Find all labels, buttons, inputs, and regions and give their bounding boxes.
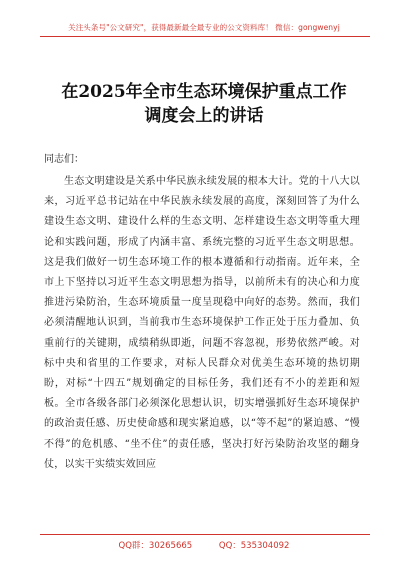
footer-qq: QQ：535304092 <box>218 541 290 551</box>
title-line-2: 调度会上的讲话 <box>144 106 264 126</box>
footer-divider <box>40 534 370 535</box>
body-paragraph: 生态文明建设是关系中华民族永续发展的根本大计。党的十八大以来，习近平总书记站在中华民族永续发展的高度，深刻回答了为什么建设生态文明、建设什么样的生态文明、怎样建设生态文明等重大理论和实践问题，形成了内涵丰富、系统完整的习近平生态文明思想。这是我们做好一切生态环境工作的根本遵循和行动指南。近年来，全市上下坚持以习近平生态文明思想为指导，以前所未有的决心和力度推进污染防治，生态环境质量一度呈现稳中向好的态势。然而，我们必须清醒地认识到，当前我市生态环境保护工作正处于压力叠加、负重前行的关键期，成绩稍纵即逝，问题不容忽视，形势依然严峻。对标中央和省里的工作要求，对标人民群众对优美生态环境的热切期盼，对标“十四五”规划确定的目标任务，我们还有不小的差距和短板。全市各级各部门必须深化思想认识，切实增强抓好生态环境保护的政治责任感、历史使命感和现实紧迫感，以“等不起”的紧迫感、“慢不得”的危机感、“坐不住”的责任感，坚决打好污染防治攻坚的翻身仗，以实干实绩实效回应 <box>44 176 360 470</box>
salutation: 同志们： <box>44 154 84 165</box>
title-line-1: 在2025年全市生态环境保护重点工作 <box>61 82 347 102</box>
footer-qq-group: QQ群：30265665 <box>118 541 193 551</box>
header-promo: 关注头条号"公文研究"，获得最新最全最专业的公文资料库！ 微信：gongwenyj <box>68 23 340 32</box>
footer-contact <box>0 539 408 551</box>
document-title <box>20 80 388 128</box>
header-divider <box>40 36 370 37</box>
